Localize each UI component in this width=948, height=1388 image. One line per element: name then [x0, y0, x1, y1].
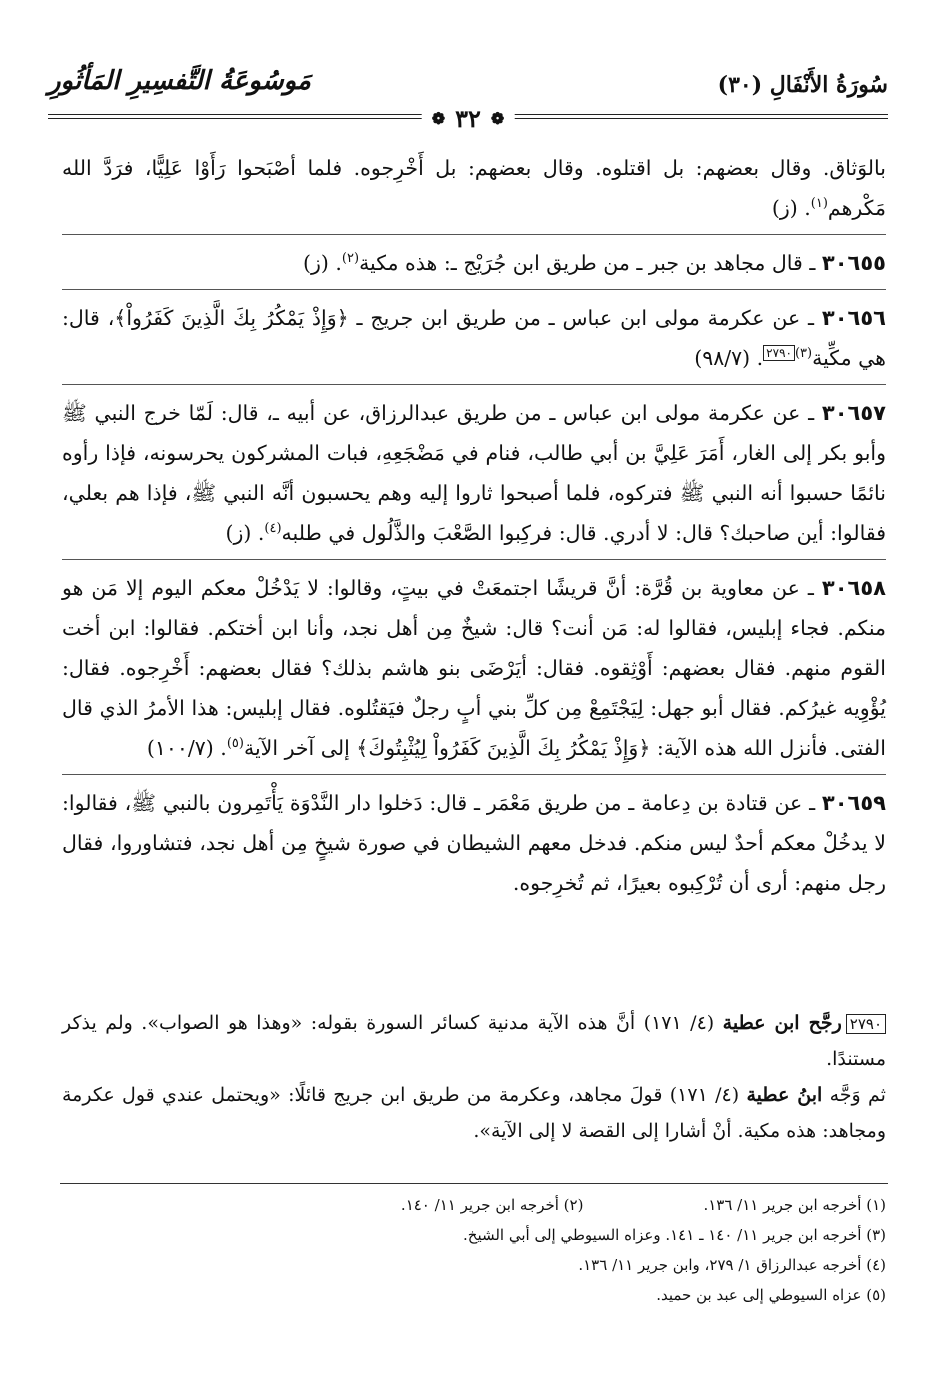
- entry-number: ٣٠٦٥٧: [821, 401, 886, 425]
- page-number: ٣٢: [455, 104, 481, 133]
- separator: [62, 774, 886, 775]
- footnote-1: (١) أخرجه ابن جرير ١١/ ١٣٦.: [703, 1196, 886, 1214]
- page-header: [48, 62, 888, 132]
- commentary-number-box: ٢٧٩٠: [846, 1014, 886, 1034]
- footnote-4: (٤) أخرجه عبدالرزاق ١/ ٢٧٩، وابن جرير ١١/ ١٣٦.: [578, 1256, 886, 1274]
- separator: [62, 384, 886, 385]
- footnote-row: [62, 1190, 886, 1220]
- footnotes: [62, 1190, 886, 1310]
- entry-30658: ٣٠٦٥٨ ـ عن معاوية بن قُرَّة: أنَّ قريشًا اجتمعَتْ في بيتٍ، وقالوا: لا يَدْخُلْ معكم اليوم إلا مَن هو منكم. فجاء إبليس، فقالوا له: مَن أنت؟ قال: شيخٌ مِن أهل نجد، وأنا ابن أختكم. فقالوا: ابن أخت القوم منهم. فقال بعضهم: أَوْثِقوه. فقال: أيَرْضَى بنو هاشم بذلك؟ فقال بعضهم: أَخْرِجوه. فقال: يُؤْوِيه غيرُكم. فقال أبو جهل: لِيَجْتَمِعْ مِن كلِّ بني أبٍ رجلٌ فيَقتُلوه. فقال إبليس: هذا الأمرُ الذي قال الفتى. فأنزل الله هذه الآية: ﴿وَإِذْ يَمْكُرُ بِكَ الَّذِينَ كَفَرُواْ لِيُثْبِتُوكَ﴾ إلى آخر الآية$^{(٥)}$. (١٠٠/٧): [62, 576, 886, 760]
- entry-30657: ٣٠٦٥٧ ـ عن عكرمة مولى ابن عباس ـ من طريق عبدالرزاق، عن أبيه ـ، قال: لَمّا خرج النبي ﷺ وأبو بكر إلى الغار، أَمَرَ عَلِيَّ بن أبي طالب، فنام في مَضْجَعِهِ، فبات المشركون يحرسونه، فإذا رأوه نائمًا حسبوا أنه النبي ﷺ فتركوه، فلما أصبحوا ثاروا إليه وهم يحسبون أنَّه النبي ﷺ، فإذا هم بعلي، فقالوا: أين صاحبك؟ قال: لا أدري. قال: فركِبوا الصَّعْبَ والذَّلُول في طلبه$^{(٤)}$. (ز): [62, 401, 886, 545]
- separator: [62, 234, 886, 235]
- footnote-2: (٢) أخرجه ابن جرير ١١/ ١٤٠.: [400, 1196, 584, 1214]
- separator: [62, 559, 886, 560]
- page-number-group: [422, 104, 515, 133]
- footnote-rule: [60, 1183, 888, 1184]
- separator: [62, 289, 886, 290]
- entry-number: ٣٠٦٥٨: [821, 576, 886, 600]
- ornament-icon: ❁: [490, 109, 505, 128]
- entry-number: ٣٠٦٥٦: [821, 306, 886, 330]
- entry-number: ٣٠٦٥٩: [821, 791, 886, 815]
- entry-number: ٣٠٦٥٥: [821, 251, 886, 275]
- ornament-icon: ❁: [431, 109, 446, 128]
- entry-30656: ٣٠٦٥٦ ـ عن عكرمة مولى ابن عباس ـ من طريق ابن جريج ـ ﴿وَإِذْ يَمْكُرُ بِكَ الَّذِينَ كَفَرُواْ﴾، قال: هي مكِّية$^{(٣)}$٢٧٩٠. (٩٨/٧): [62, 306, 886, 370]
- footnote-3: (٣) أخرجه ابن جرير ١١/ ١٤٠ ـ ١٤١. وعزاه السيوطي إلى أبي الشيخ.: [463, 1226, 886, 1244]
- surah-title: سُورَةُ الأَنْفَالِ (٣٠): [717, 72, 888, 98]
- commentary: [62, 1005, 886, 1149]
- main-text: [62, 148, 886, 903]
- commentary-para-1: ٢٧٩٠رجَّح ابن عطية (٤/ ١٧١) أنَّ هذه الآية مدنية كسائر السورة بقوله: «وهذا هو الصواب». ولم يذكر مستندًا.: [62, 1012, 886, 1070]
- commentary-ref-box: ٢٧٩٠: [763, 345, 795, 361]
- commentary-para-2: ثم وَجَّه ابنُ عطية (٤/ ١٧١) قولَ مجاهد، وعكرمة من طريق ابن جريج قائلًا: «ويحتمل عندي قول عكرمة ومجاهد: هذه مكية. أنْ أشارا إلى القصة لا إلى الآية».: [62, 1084, 886, 1142]
- footnote-5: (٥) عزاه السيوطي إلى عبد بن حميد.: [656, 1286, 886, 1304]
- entry-30655: ٣٠٦٥٥ ـ قال مجاهد بن جبر ـ من طريق ابن جُرَيْج ـ: هذه مكية$^{(٢)}$. (ز): [302, 251, 886, 275]
- book-title: مَوسُوعَةُ التَّفسِيرِ المَأثُورِ: [48, 66, 311, 96]
- entry-30659: ٣٠٦٥٩ ـ عن قتادة بن دِعامة ـ من طريق مَعْمَر ـ قال: دَخلوا دار النَّدْوَة يَأْتَمِرون بالنبي ﷺ، فقالوا: لا يدخُلْ معكم أحدٌ ليس منكم. فدخل معهم الشيطان في صورة شيخٍ مِن أهل نجد، فتشاوروا، فقال رجل منهم: أرى أن تُرْكِبوه بعيرًا، ثم تُخرِجوه.: [62, 791, 886, 895]
- entry-continuation: بالوَثاق. وقال بعضهم: بل اقتلوه. وقال بعضهم: بل أَخْرِجوه. فلما أصْبَحوا رَأَوْا عَلِيًّا، فرَدَّ الله مَكْرهم$^{(١)}$. (ز): [62, 156, 887, 220]
